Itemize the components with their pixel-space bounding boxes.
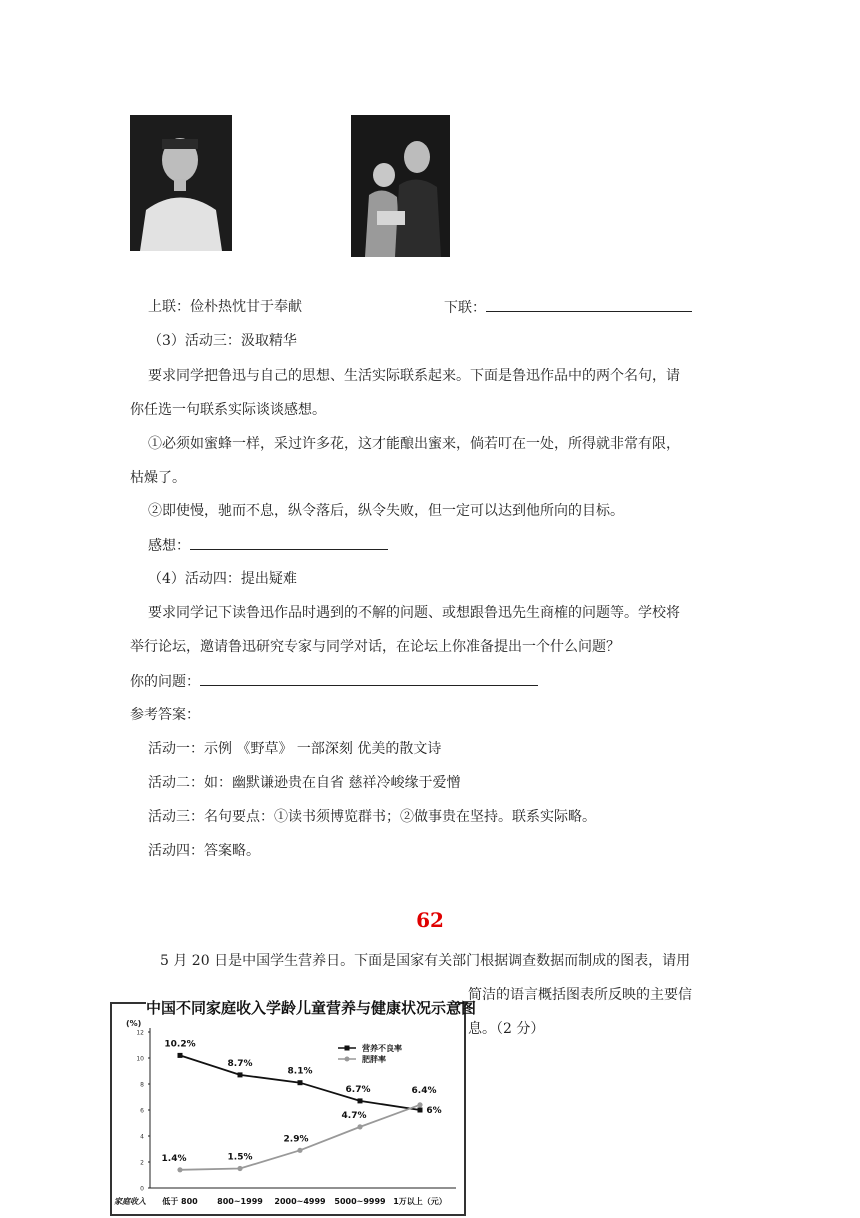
feeling-label: 感想： [148,538,190,554]
upper-couplet [148,297,302,317]
point-malnutrition [178,1053,183,1058]
y-axis-unit-label: (%) [126,1019,142,1028]
chart-frame [110,1002,466,1216]
answer-4: 活动四：答案略。 [148,843,260,859]
legend-marker [345,1046,350,1051]
answer-2: 活动二：如：幽默谦逊贵在自省 慈祥冷峻缘于爱憎 [148,775,461,791]
legend-marker [345,1057,350,1062]
y-tick-label: 12 [136,1029,144,1037]
point-obesity [357,1124,362,1129]
q62-line3: 息。（2 分） [468,1021,545,1037]
point-malnutrition [358,1098,363,1103]
data-label: 1.4% [161,1153,187,1164]
point-malnutrition [418,1108,423,1113]
y-tick-label: 0 [140,1185,144,1193]
activity4-intro-line1: 要求同学记下读鲁迅作品时遇到的不解的问题、或想跟鲁迅先生商榷的问题等。学校将 [148,605,680,621]
family-photo-drawing [351,115,450,257]
y-tick-label: 6 [140,1107,144,1115]
point-obesity [297,1148,302,1153]
x-tick-label: 800~1999 [217,1197,263,1206]
y-tick-label: 2 [140,1159,144,1167]
x-tick-label: 5000~9999 [334,1197,386,1206]
lower-label: 下联： [444,300,486,316]
activity3-title: （3）活动三：汲取精华 [148,333,297,349]
question-label: 你的问题： [130,674,200,690]
quote1-line2: 枯燥了。 [130,470,186,486]
x-axis-prefix: 家庭收入 [114,1197,146,1206]
activity3-intro-line2: 你任选一句联系实际谈谈感想。 [130,402,326,418]
quote1-line1: ①必须如蜜蜂一样，采过许多花，这才能酿出蜜来，倘若叮在一处，所得就非常有限， [148,436,680,452]
y-tick-label: 4 [140,1133,144,1141]
answer-3: 活动三：名句要点：①读书须博览群书；②做事贵在坚持。联系实际略。 [148,809,596,825]
portrait-photo [130,115,232,251]
x-tick-label: 1万以上（元） [393,1197,447,1206]
point-malnutrition [238,1072,243,1077]
point-obesity [417,1102,422,1107]
point-malnutrition [298,1080,303,1085]
question-number: 62 [416,908,444,932]
activity4-intro-line2: 举行论坛，邀请鲁迅研究专家与同学对话，在论坛上你准备提出一个什么问题？ [130,639,620,655]
point-obesity [177,1167,182,1172]
question-row [130,671,538,692]
feeling-row [148,535,388,556]
x-tick-label: 2000~4999 [274,1197,326,1206]
y-tick-label: 8 [140,1081,144,1089]
answer-1: 活动一：示例 《野草》 一部深刻 优美的散文诗 [148,741,442,757]
point-obesity [237,1166,242,1171]
answers-heading: 参考答案： [130,707,200,723]
question-blank[interactable] [200,671,538,686]
data-label: 8.1% [287,1066,313,1077]
legend-label: 营养不良率 [362,1044,402,1053]
data-label: 2.9% [283,1134,309,1145]
chart-data-labels [162,1039,442,1163]
activity4-title: （4）活动四：提出疑难 [148,571,297,587]
lower-couplet [444,297,692,318]
feeling-blank[interactable] [190,535,388,550]
data-label: 6.7% [345,1084,371,1095]
portrait-photo-drawing [130,115,232,251]
q62-line1: 5 月 20 日是中国学生营养日。下面是国家有关部门根据调查数据而制成的图表，请用 [160,953,691,969]
upper-text: 俭朴热忱甘于奉献 [190,299,302,315]
y-tick-label: 10 [136,1055,144,1063]
quote2: ②即使慢，驰而不息，纵令落后，纵令失败，但一定可以达到他所向的目标。 [148,503,624,519]
chart-svg [112,1004,464,1214]
data-label: 6.4% [411,1085,437,1096]
data-label: 1.5% [227,1152,253,1163]
data-label: 10.2% [164,1039,196,1050]
lower-answer-blank[interactable] [486,297,692,312]
family-photo [351,115,450,257]
chart-title: 中国不同家庭收入学龄儿童营养与健康状况示意图 [146,999,477,1017]
legend-label: 肥胖率 [362,1055,386,1064]
chart-legend [338,1043,402,1064]
data-label: 8.7% [227,1058,253,1069]
data-label: 6% [426,1106,442,1116]
q62-line2: 简洁的语言概括图表所反映的主要信 [468,987,692,1003]
data-label: 4.7% [341,1110,367,1121]
x-tick-label: 低于 800 [162,1197,198,1206]
upper-label: 上联： [148,299,190,315]
activity3-intro-line1: 要求同学把鲁迅与自己的思想、生活实际联系起来。下面是鲁迅作品中的两个名句，请 [148,368,680,384]
